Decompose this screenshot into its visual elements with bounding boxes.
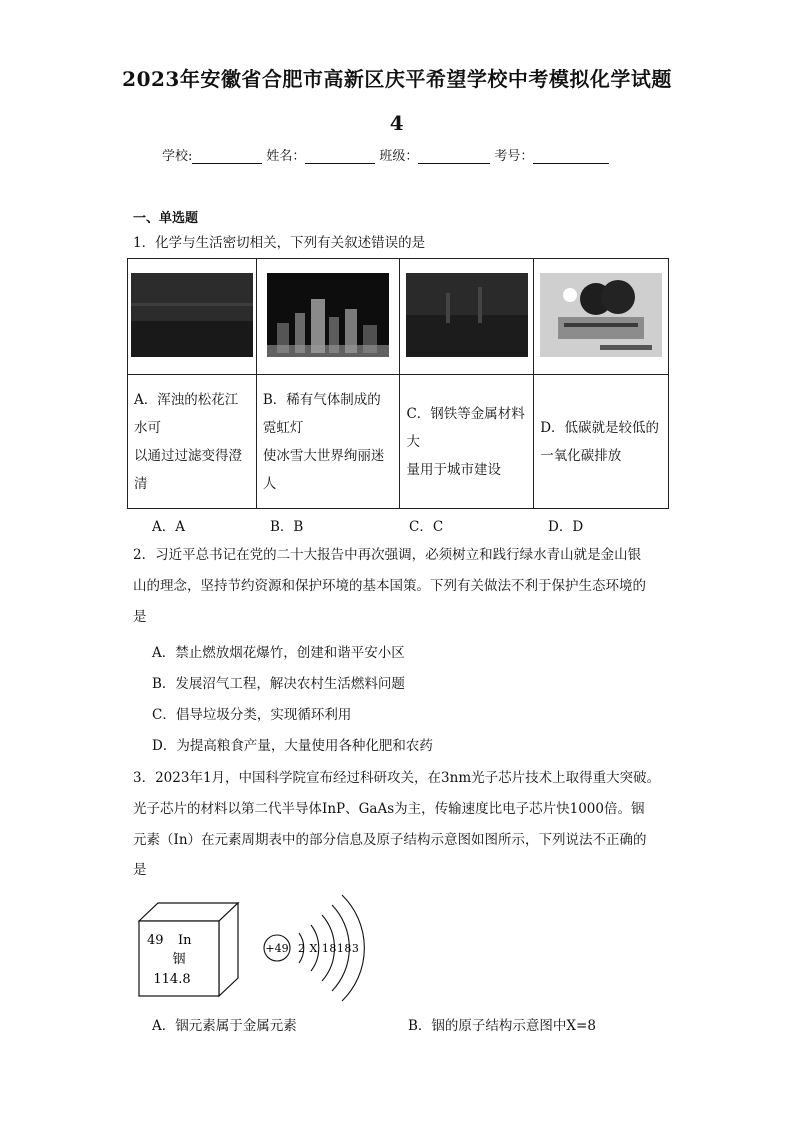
class-label: 班级：	[379, 149, 419, 164]
q1-choice-b[interactable]: B．B	[270, 519, 304, 535]
q2-stem-line1: 2．习近平总书记在党的二十大报告中再次强调，必须树立和践行绿水青山就是金山银	[133, 547, 642, 563]
name-label: 姓名：	[266, 149, 306, 164]
q2-stem-line2: 山的理念，坚持节约资源和保护环境的基本国策。下列有关做法不利于保护生态环境的	[133, 578, 646, 594]
q3-stem-line1: 3．2023年1月，中国科学院宣布经过科研攻关，在3nm光子芯片技术上取得重大突破。	[133, 770, 661, 786]
q1-image-b	[256, 259, 400, 375]
q1-cell-a-line3: 以通过过滤变得澄	[134, 447, 242, 464]
q1-image-d	[534, 259, 669, 375]
element-mass: 114.8	[153, 972, 191, 987]
q1-choice-c[interactable]: C．C	[409, 519, 444, 535]
element-symbol: In	[178, 933, 192, 948]
neon-city-photo	[267, 273, 389, 357]
school-field[interactable]	[192, 149, 262, 164]
q3-stem-line2: 光子芯片的材料以第二代半导体InP、GaAs为主，传输速度比电子芯片快1000倍。铟	[133, 801, 645, 817]
atom-shell-electrons: 2 X 18183	[298, 942, 360, 955]
q1-choices	[152, 515, 583, 535]
element-cell-diagram	[138, 902, 240, 998]
q2-option-a[interactable]: A．禁止燃放烟花爆竹，创建和谐平安小区	[152, 645, 405, 661]
q1-image-c	[400, 259, 534, 375]
q2-option-c[interactable]: C．倡导垃圾分类，实现循环利用	[152, 707, 352, 723]
q1-cell-c-line1: C．钢铁等金属材料	[406, 405, 525, 422]
number-field[interactable]	[533, 149, 609, 164]
element-name: 铟	[172, 952, 186, 967]
q3-option-a[interactable]: A．铟元素属于金属元素	[152, 1018, 297, 1034]
q1-cell-c-line2: 大	[406, 433, 420, 450]
q2-option-b[interactable]: B．发展沼气工程，解决农村生活燃料问题	[152, 676, 405, 692]
q1-cell-a-line1: A．浑浊的松花江	[134, 391, 239, 408]
q1-cell-a-line2: 水可	[134, 419, 161, 436]
q1-cell-a	[128, 375, 257, 509]
q1-choice-d[interactable]: D．D	[548, 519, 584, 535]
q1-cell-d-line1: D．低碳就是较低的	[540, 419, 660, 436]
river-photo	[131, 273, 253, 357]
q1-cell-c	[400, 375, 534, 509]
number-label: 考号：	[494, 149, 534, 164]
q1-cell-c-line3: 量用于城市建设	[406, 461, 501, 478]
q1-image-table	[127, 258, 669, 509]
exam-title: 2023年安徽省合肥市高新区庆平希望学校中考模拟化学试题	[122, 67, 672, 91]
q1-cell-b-line1: B．稀有气体制成的	[262, 391, 381, 408]
q2-option-d[interactable]: D．为提高粮食产量，大量使用各种化肥和农药	[152, 738, 433, 754]
element-atomic-number: 49	[147, 933, 164, 948]
student-info-row	[162, 145, 613, 164]
class-field[interactable]	[418, 149, 490, 164]
name-field[interactable]	[305, 149, 375, 164]
q1-cell-b	[256, 375, 400, 509]
q3-stem-line4: 是	[133, 862, 147, 878]
q1-cell-b-line2: 霓虹灯	[262, 419, 304, 436]
q2-stem-line3: 是	[133, 609, 147, 625]
atom-nucleus-charge: +49	[265, 942, 289, 955]
q3-option-b[interactable]: B．铟的原子结构示意图中X=8	[408, 1018, 596, 1034]
q1-choice-a[interactable]: A．A	[152, 519, 185, 535]
q1-image-a	[128, 259, 257, 375]
steel-city-photo	[406, 273, 528, 357]
q1-cell-d	[534, 375, 669, 509]
exam-title-number: 4	[389, 111, 405, 135]
q3-stem-line3: 元素（In）在元素周期表中的部分信息及原子结构示意图如图所示，下列说法不正确的	[133, 832, 647, 848]
q1-cell-d-line2: 一氧化碳排放	[540, 447, 622, 464]
atom-structure-diagram	[258, 885, 368, 1015]
q1-cell-a-line4: 清	[134, 475, 148, 492]
section-title: 一、单选题	[133, 211, 199, 226]
q1-cell-b-line4: 人	[262, 475, 277, 492]
school-label: 学校:	[162, 149, 193, 164]
q1-cell-b-line3: 使冰雪大世界绚丽迷	[262, 447, 385, 464]
low-carbon-poster	[540, 273, 662, 357]
q1-stem: 1．化学与生活密切相关，下列有关叙述错误的是	[133, 235, 426, 251]
